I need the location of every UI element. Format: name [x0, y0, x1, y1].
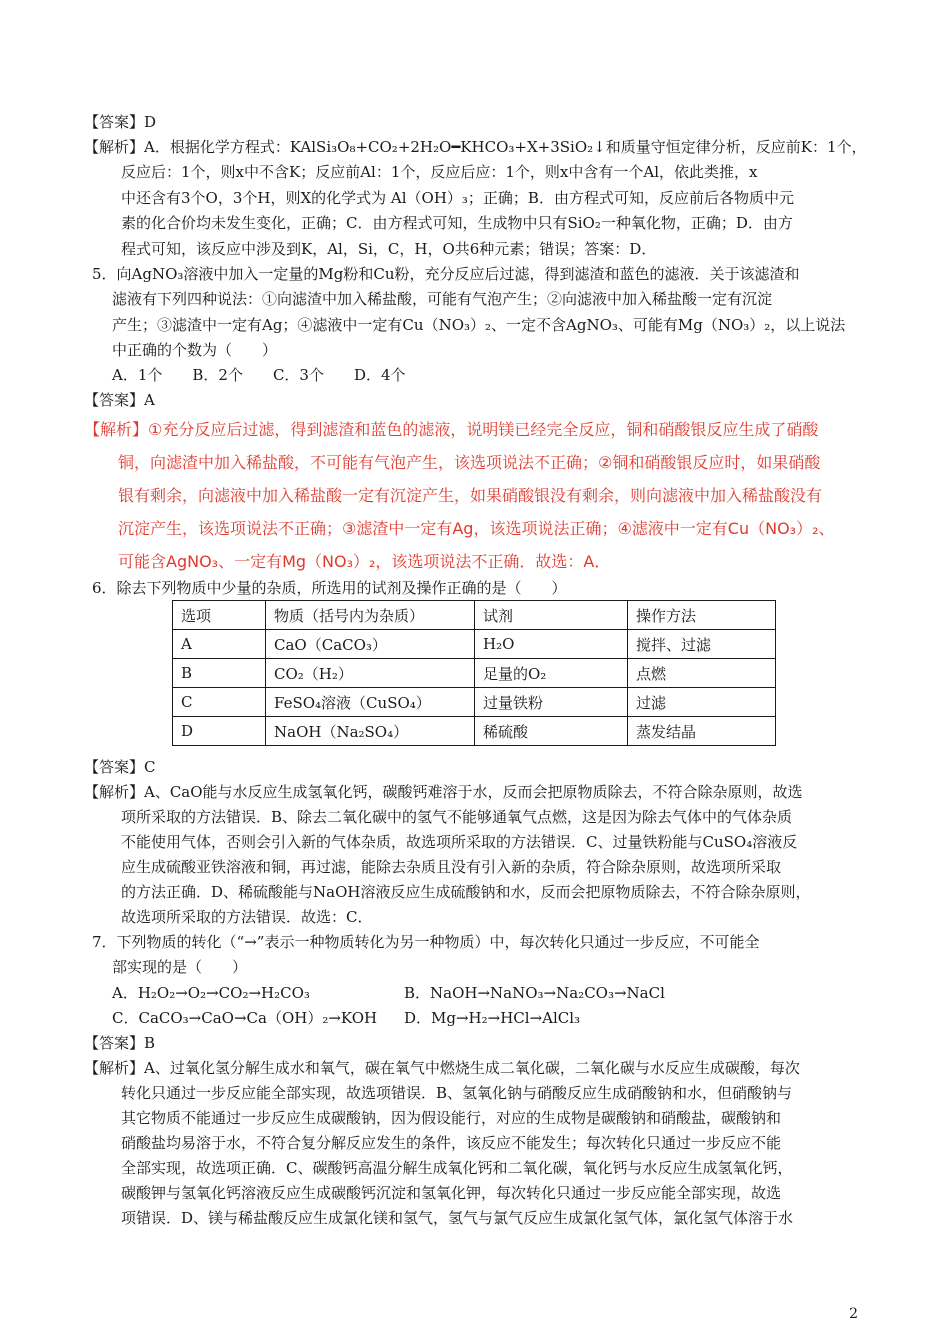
answer-q5: 【答案】A — [84, 391, 155, 409]
table-row — [173, 659, 776, 688]
table-cell: CaO（CaCO₃） — [266, 630, 475, 659]
table-header-cell: 操作方法 — [628, 601, 776, 630]
table-header-row — [173, 601, 776, 630]
analysis-q6-line: 不能使用气体，否则会引入新的气体杂质，故选项所采取的方法错误．C、过量铁粉能与CuSO₄溶液反 — [121, 833, 798, 851]
table-cell: C — [173, 688, 266, 717]
table-header-cell: 物质（括号内为杂质） — [266, 601, 475, 630]
analysis-q6-line: 的方法正确．D、稀硫酸能与NaOH溶液反应生成硫酸钠和水，反而会把原物质除去，不符合除杂原则， — [121, 883, 811, 901]
analysis-q6-line: 【解析】A、CaO能与水反应生成氢氧化钙，碳酸钙难溶于水，反而会把原物质除去，不符合除杂原则，故选 — [84, 783, 803, 801]
question-7-line: 部实现的是（ ） — [112, 958, 248, 976]
table-header-cell: 选项 — [173, 601, 266, 630]
analysis-q4-line: 反应后：1个，则x中不含K；反应前Al：1个，反应后应：1个，则x中含有一个Al，依此类推，x — [121, 163, 758, 181]
analysis-q5-line: 铜，向滤渣中加入稀盐酸，不可能有气泡产生，该选项说法不正确；②铜和硝酸银反应时，如果硝酸 — [118, 453, 821, 472]
question-5-line: 滤液有下列四种说法：①向滤渣中加入稀盐酸，可能有气泡产生；②向滤液中加入稀盐酸一定有沉淀 — [112, 290, 773, 308]
question-7-option-d: D．Mg→H₂→HCl→AlCl₃ — [404, 1009, 581, 1027]
analysis-q6-line: 项所采取的方法错误．B、除去二氧化碳中的氢气不能够通氧气点燃，这是因为除去气体中的气体杂质 — [121, 808, 793, 826]
analysis-q6-line: 应生成硫酸亚铁溶液和铜，再过滤，能除去杂质且没有引入新的杂质，符合除杂原则，故选项所采取 — [121, 858, 782, 876]
table-header-cell: 试剂 — [475, 601, 628, 630]
question-5-line: 产生；③滤渣中一定有Ag；④滤液中一定有Cu（NO₃）₂、一定不含AgNO₃、可能有Mg（NO₃）₂，以上说法 — [112, 316, 846, 334]
analysis-q4-line: 素的化合价均未发生变化，正确；C．由方程式可知，生成物中只有SiO₂一种氧化物，正确；D．由方 — [121, 214, 793, 232]
table-cell: 点燃 — [628, 659, 776, 688]
table-cell: 蒸发结晶 — [628, 717, 776, 746]
table-cell: NaOH（Na₂SO₄） — [266, 717, 475, 746]
analysis-q7-line: 全部实现，故选项正确．C、碳酸钙高温分解生成氧化钙和二氧化碳，氧化钙与水反应生成氢氧化钙， — [121, 1159, 793, 1177]
table-cell: 过量铁粉 — [475, 688, 628, 717]
page-number: 2 — [849, 1306, 858, 1322]
table-cell: 搅拌、过滤 — [628, 630, 776, 659]
analysis-q7-line: 转化只通过一步反应能全部实现，故选项错误．B、氢氧化钠与硝酸反应生成硝酸钠和水，但硝酸钠与 — [121, 1084, 793, 1102]
analysis-q7-line: 硝酸盐均易溶于水，不符合复分解反应发生的条件，该反应不能发生；每次转化只通过一步反应不能 — [121, 1134, 782, 1152]
analysis-q7-line: 碳酸钾与氢氧化钙溶液反应生成碳酸钙沉淀和氢氧化钾，每次转化只通过一步反应能全部实现，故选 — [121, 1184, 782, 1202]
table-cell: A — [173, 630, 266, 659]
table-cell: FeSO₄溶液（CuSO₄） — [266, 688, 475, 717]
analysis-q4-line: 程式可知，该反应中涉及到K，Al，Si，C，H，O共6种元素；错误；答案：D． — [121, 240, 657, 258]
table-cell: H₂O — [475, 630, 628, 659]
analysis-q7-line: 项错误．D、镁与稀盐酸反应生成氯化镁和氢气，氢气与氯气反应生成氯化氢气体，氯化氢气体溶于水 — [121, 1209, 794, 1227]
question-6: 6．除去下列物质中少量的杂质，所选用的试剂及操作正确的是（ ） — [92, 579, 567, 597]
table-cell: D — [173, 717, 266, 746]
table-cell: 稀硫酸 — [475, 717, 628, 746]
table-row — [173, 688, 776, 717]
question-5-line: 中正确的个数为（ ） — [112, 341, 278, 359]
question-5-line: 5．向AgNO₃溶液中加入一定量的Mg粉和Cu粉，充分反应后过滤，得到滤渣和蓝色的滤液．关于该滤渣和 — [92, 265, 800, 283]
analysis-q5-line: 可能含AgNO₃、一定有Mg（NO₃）₂，该选项说法不正确．故选：A． — [118, 552, 611, 571]
table-cell: 足量的O₂ — [475, 659, 628, 688]
table-cell: 过滤 — [628, 688, 776, 717]
answer-q4: 【答案】D — [84, 113, 157, 131]
table-cell: CO₂（H₂） — [266, 659, 475, 688]
analysis-q5-line: 【解析】①充分反应后过滤，得到滤渣和蓝色的滤液，说明镁已经完全反应，铜和硝酸银反应生成了硝酸 — [84, 420, 819, 439]
question-7-option-c: C．CaCO₃→CaO→Ca（OH）₂→KOH — [112, 1009, 378, 1027]
table-row — [173, 717, 776, 746]
answer-q6: 【答案】C — [84, 758, 156, 776]
analysis-q5-line: 沉淀产生，该选项说法不正确；③滤渣中一定有Ag，该选项说法正确；④滤液中一定有Cu（NO₃）₂、 — [118, 519, 835, 538]
analysis-q7-line: 【解析】A、过氧化氢分解生成水和氧气，碳在氧气中燃烧生成二氧化碳，二氧化碳与水反应生成碳酸，每次 — [84, 1059, 800, 1077]
question-7-option-b: B．NaOH→NaNO₃→Na₂CO₃→NaCl — [404, 984, 665, 1002]
analysis-q6-line: 故选项所采取的方法错误．故选：C． — [121, 908, 373, 926]
analysis-q7-line: 其它物质不能通过一步反应生成碳酸钠，因为假设能行，对应的生成物是碳酸钠和硝酸盐，碳酸钠和 — [121, 1109, 782, 1127]
question-7-line: 7．下列物质的转化（“→”表示一种物质转化为另一种物质）中，每次转化只通过一步反应，不可能全 — [92, 933, 760, 951]
analysis-q5-line: 银有剩余，向滤液中加入稀盐酸一定有沉淀产生，如果硝酸银没有剩余，则向滤液中加入稀盐酸没有 — [118, 486, 823, 505]
analysis-q4-line: 中还含有3个O，3个H，则X的化学式为 Al（OH）₃；正确；B．由方程式可知，反应前后各物质中元 — [121, 189, 794, 207]
table-row — [173, 630, 776, 659]
table-cell: B — [173, 659, 266, 688]
options-table — [172, 600, 776, 746]
analysis-q4-line: 【解析】A．根据化学方程式：KAlSi₃O₈+CO₂+2H₂O━KHCO₃+X+3SiO₂↓和质量守恒定律分析，反应前K：1个， — [84, 138, 867, 156]
question-7-option-a: A．H₂O₂→O₂→CO₂→H₂CO₃ — [112, 984, 310, 1002]
answer-q7: 【答案】B — [84, 1034, 156, 1052]
question-5-options: A．1个 B．2个 C．3个 D．4个 — [112, 366, 406, 384]
